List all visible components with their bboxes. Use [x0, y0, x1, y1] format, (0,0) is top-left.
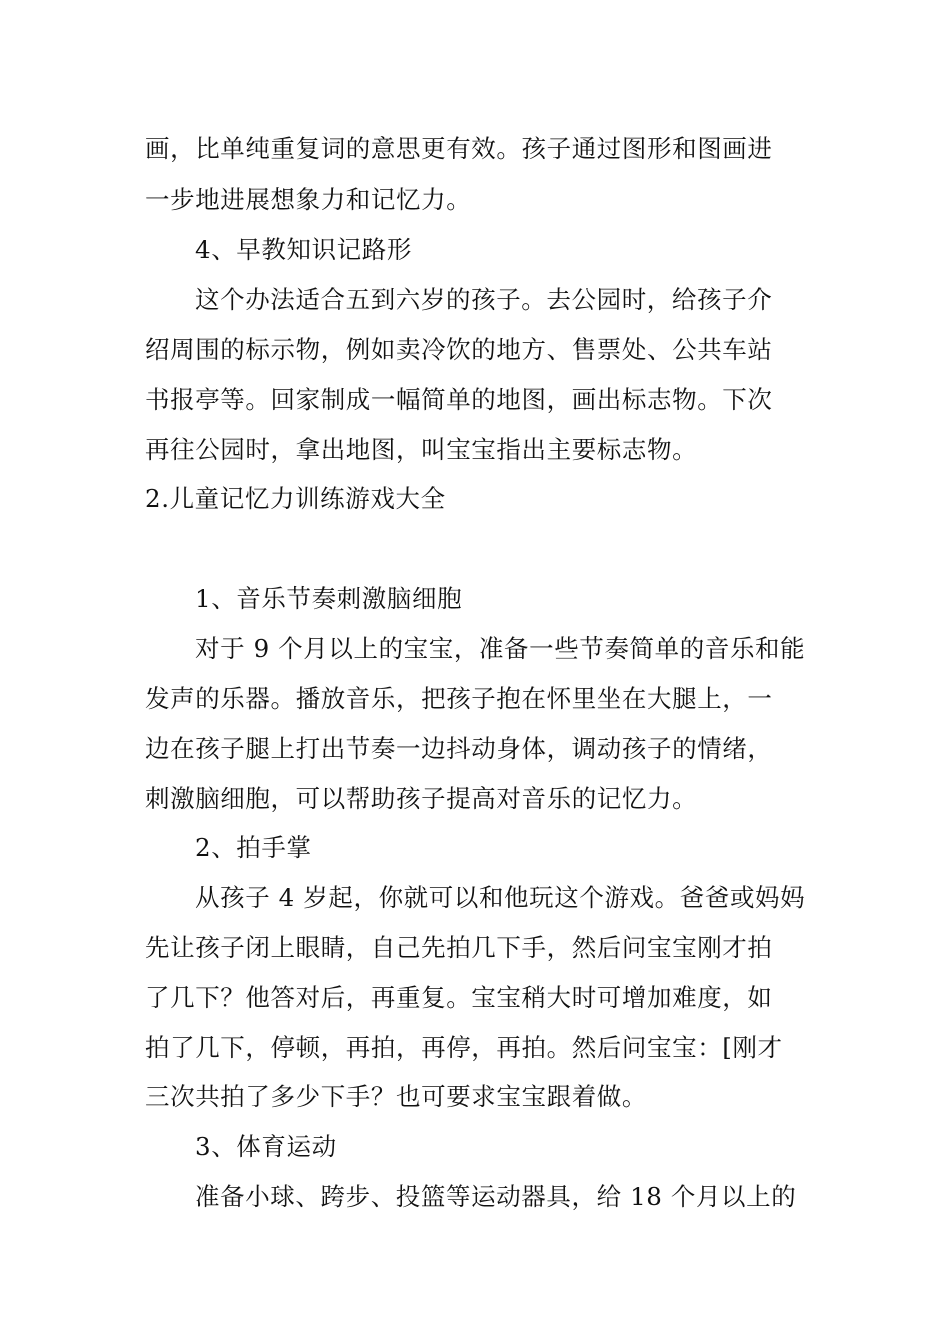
body-text-line: 这个办法适合五到六岁的孩子。去公园时，给孩子介 [195, 285, 773, 314]
section-heading: 2、拍手掌 [195, 833, 312, 862]
body-text-line: 书报亭等。回家制成一幅简单的地图，画出标志物。下次 [145, 385, 773, 414]
section-heading: 3、体育运动 [195, 1132, 337, 1161]
body-text-line: 画，比单纯重复词的意思更有效。孩子通过图形和图画进 [145, 134, 773, 163]
body-text-line: 一步地进展想象力和记忆力。 [145, 185, 472, 214]
body-text-line: 再往公园时，拿出地图，叫宝宝指出主要标志物。 [145, 435, 698, 464]
body-text-line: 发声的乐器。播放音乐，把孩子抱在怀里坐在大腿上，一 [145, 684, 773, 713]
body-text-line: 拍了几下，停顿，再拍，再停，再拍。然后问宝宝：[刚才 [145, 1033, 783, 1062]
chapter-heading: 2.儿童记忆力训练游戏大全 [145, 484, 446, 513]
body-text-line: 刺激脑细胞，可以帮助孩子提高对音乐的记忆力。 [145, 784, 698, 813]
section-heading: 1、音乐节奏刺激脑细胞 [195, 584, 463, 613]
body-text-line: 三次共拍了多少下手？也可要求宝宝跟着做。 [145, 1082, 647, 1111]
body-text-line: 边在孩子腿上打出节奏一边抖动身体，调动孩子的情绪， [145, 734, 773, 763]
body-text-line: 对于 9 个月以上的宝宝，准备一些节奏简单的音乐和能 [195, 634, 806, 663]
body-text-line: 准备小球、跨步、投篮等运动器具，给 18 个月以上的 [195, 1182, 797, 1211]
body-text-line: 先让孩子闭上眼睛，自己先拍几下手，然后问宝宝刚才拍 [145, 933, 773, 962]
body-text-line: 从孩子 4 岁起，你就可以和他玩这个游戏。爸爸或妈妈 [195, 883, 806, 912]
section-heading: 4、早教知识记路形 [195, 235, 412, 264]
body-text-line: 了几下？他答对后，再重复。宝宝稍大时可增加难度，如 [145, 983, 773, 1012]
body-text-line: 绍周围的标示物，例如卖冷饮的地方、售票处、公共车站 [145, 335, 773, 364]
